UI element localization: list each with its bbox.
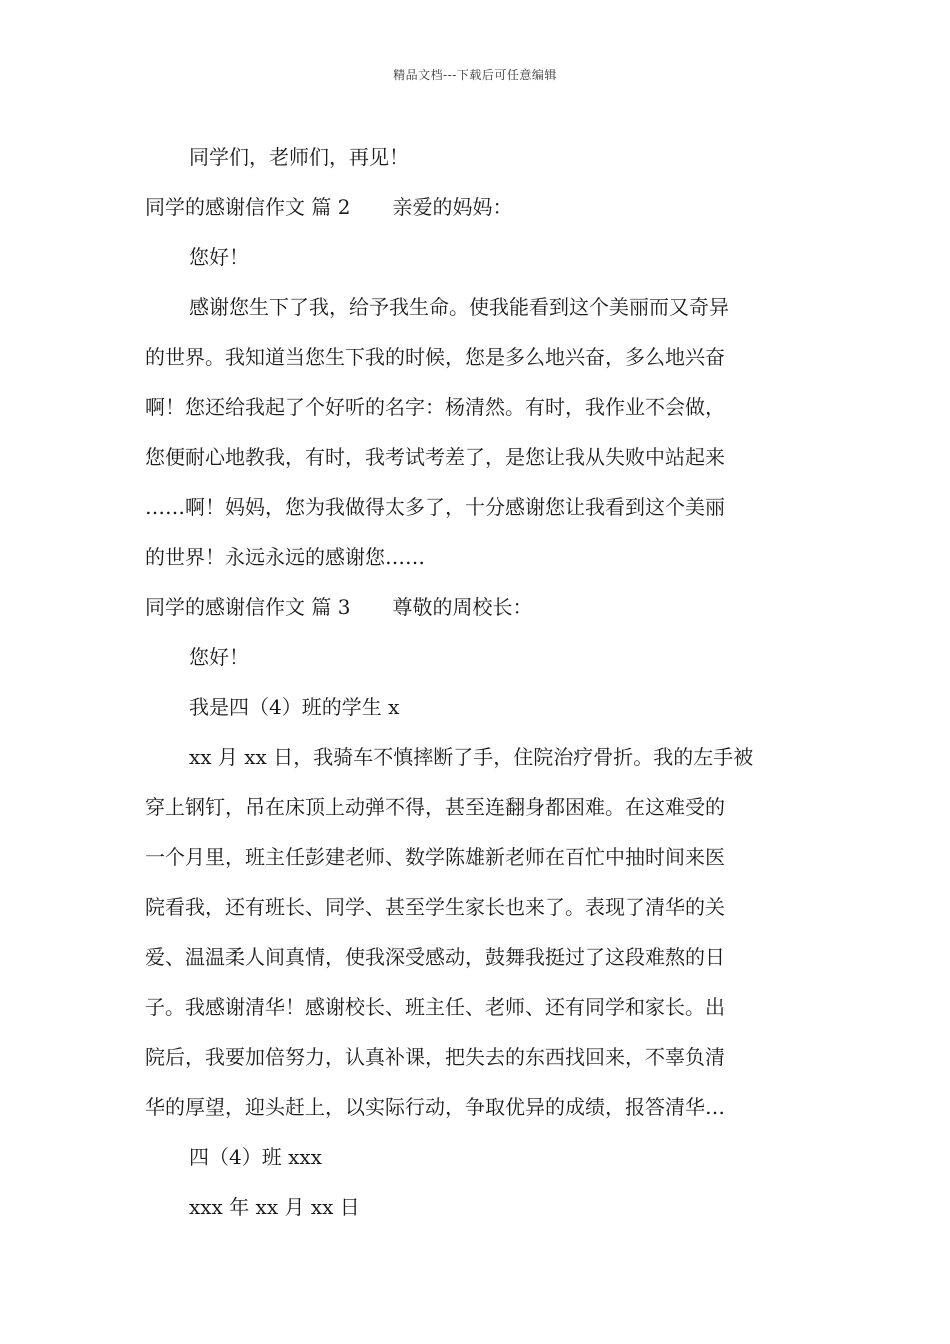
text-line: 穿上钢钉，吊在床顶上动弹不得，甚至连翻身都困难。在这难受的	[145, 795, 725, 819]
text-line: 院后，我要加倍努力，认真补课，把失去的东西找回来，不辜负清	[145, 1045, 725, 1069]
text-line: 华的厚望，迎头赶上，以实际行动，争取优异的成绩，报答清华…	[145, 1095, 725, 1119]
text-line: 同学们，老师们，再见！	[189, 145, 409, 169]
section-heading: 同学的感谢信作文 篇 3	[145, 595, 351, 619]
text-line: ……啊！妈妈，您为我做得太多了，十分感谢您让我看到这个美丽	[145, 495, 725, 519]
text-line: 子。我感谢清华！感谢校长、班主任、老师、还有同学和家长。出	[145, 995, 725, 1019]
text-line: 您好！	[189, 645, 249, 669]
text-line: 院看我，还有班长、同学、甚至学生家长也来了。表现了清华的关	[145, 895, 725, 919]
text-line: xx 月 xx 日，我骑车不慎摔断了手，住院治疗骨折。我的左手被	[189, 745, 754, 769]
text-line: 一个月里，班主任彭建老师、数学陈雄新老师在百忙中抽时间来医	[145, 845, 725, 869]
text-line: 的世界！永远永远的感谢您……	[145, 545, 425, 569]
text-line: 感谢您生下了我，给予我生命。使我能看到这个美丽而又奇异	[189, 295, 729, 319]
text-line: 您便耐心地教我，有时，我考试考差了，是您让我从失败中站起来	[145, 445, 725, 469]
letter-salutation: 亲爱的妈妈：	[392, 195, 513, 219]
text-line: 我是四（4）班的学生 x	[189, 695, 400, 719]
signature-line: 四（4）班 xxx	[189, 1145, 322, 1169]
section-heading: 同学的感谢信作文 篇 2	[145, 195, 351, 219]
section-heading-line	[145, 582, 807, 632]
document-body	[145, 132, 807, 1232]
date-line: xxx 年 xx 月 xx 日	[189, 1195, 360, 1219]
section-heading-line	[145, 182, 807, 232]
text-line: 啊！您还给我起了个好听的名字：杨清然。有时，我作业不会做，	[145, 395, 725, 419]
text-line: 您好！	[189, 245, 249, 269]
page-header: 精品文档---下载后可任意编辑	[393, 68, 557, 82]
letter-salutation: 尊敬的周校长：	[392, 595, 533, 619]
text-line: 的世界。我知道当您生下我的时候，您是多么地兴奋，多么地兴奋	[145, 345, 725, 369]
text-line: 爱、温温柔人间真情，使我深受感动，鼓舞我挺过了这段难熬的日	[145, 945, 725, 969]
